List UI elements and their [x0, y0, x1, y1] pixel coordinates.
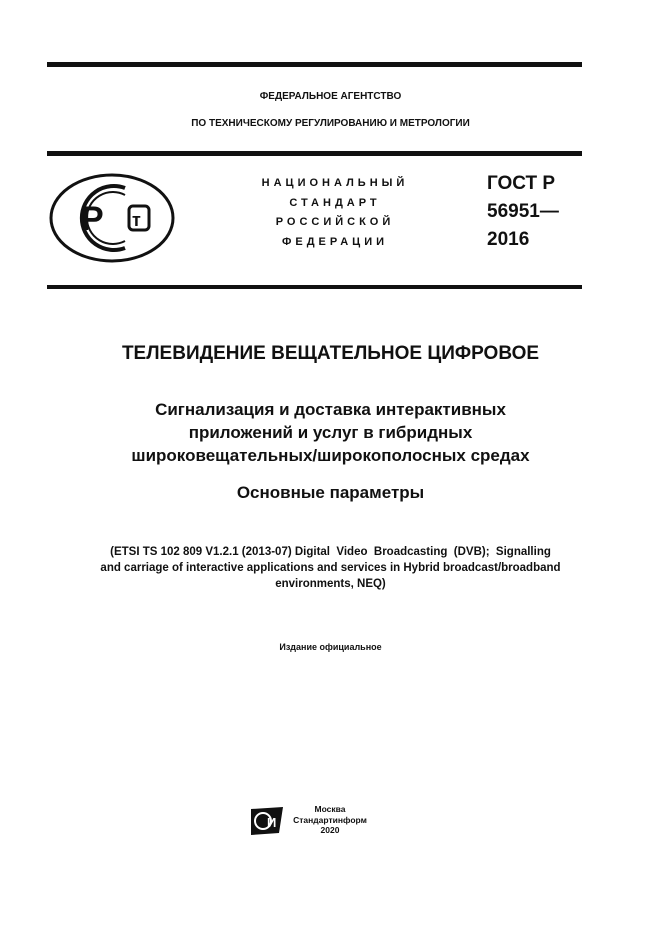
publisher-year: 2020: [320, 825, 340, 835]
svg-text:И: И: [267, 815, 277, 830]
designation-line: 2016: [487, 229, 530, 250]
subtitle: [0, 398, 661, 467]
edition: Издание официальное: [279, 642, 382, 652]
standard-type-line: СТАНДАРТ: [289, 196, 381, 209]
subtitle-line: приложений и услуг в гибридных: [188, 423, 473, 442]
etsi-line: environments, NEQ): [275, 578, 386, 590]
publisher: [290, 804, 370, 836]
svg-text:т: т: [132, 210, 141, 230]
svg-text:P: P: [81, 200, 104, 238]
etsi-line: and carriage of interactive applications and services in Hybrid broadcast/broadband: [100, 562, 561, 574]
top-rule: [47, 62, 582, 67]
standard-type: [230, 174, 440, 252]
designation: [487, 170, 559, 254]
rst-logo: [47, 168, 177, 268]
agency-line1: ФЕДЕРАЛЬНОЕ АГЕНТСТВО: [259, 91, 402, 102]
header-bottom-rule: [47, 285, 582, 289]
standard-type-line: ФЕДЕРАЦИИ: [281, 235, 389, 248]
standard-type-line: НАЦИОНАЛЬНЫЙ: [261, 177, 409, 189]
publisher-name: Стандартинформ: [293, 814, 367, 825]
designation-line: ГОСТ Р: [487, 173, 556, 194]
etsi-reference: [0, 544, 661, 592]
subtitle-line: широковещательных/широкополосных средах: [131, 446, 530, 465]
agency-line2: ПО ТЕХНИЧЕСКОМУ РЕГУЛИРОВАНИЮ И МЕТРОЛОГИИ: [191, 118, 470, 129]
publisher-city: Москва: [314, 804, 346, 814]
designation-line: 56951—: [487, 201, 559, 222]
subtitle-line: Сигнализация и доставка интерактивных: [155, 400, 506, 419]
subtitle-parameters: Основные параметры: [236, 483, 425, 502]
standard-type-line: РОССИЙСКОЙ: [275, 216, 395, 228]
main-title: ТЕЛЕВИДЕНИЕ ВЕЩАТЕЛЬНОЕ ЦИФРОВОЕ: [121, 343, 540, 364]
standartinform-logo: [249, 805, 285, 837]
header-rule: [47, 151, 582, 156]
etsi-line: (ETSI TS 102 809 V1.2.1 (2013-07) Digital Video Broadcasting (DVB); Signalling: [110, 546, 551, 558]
